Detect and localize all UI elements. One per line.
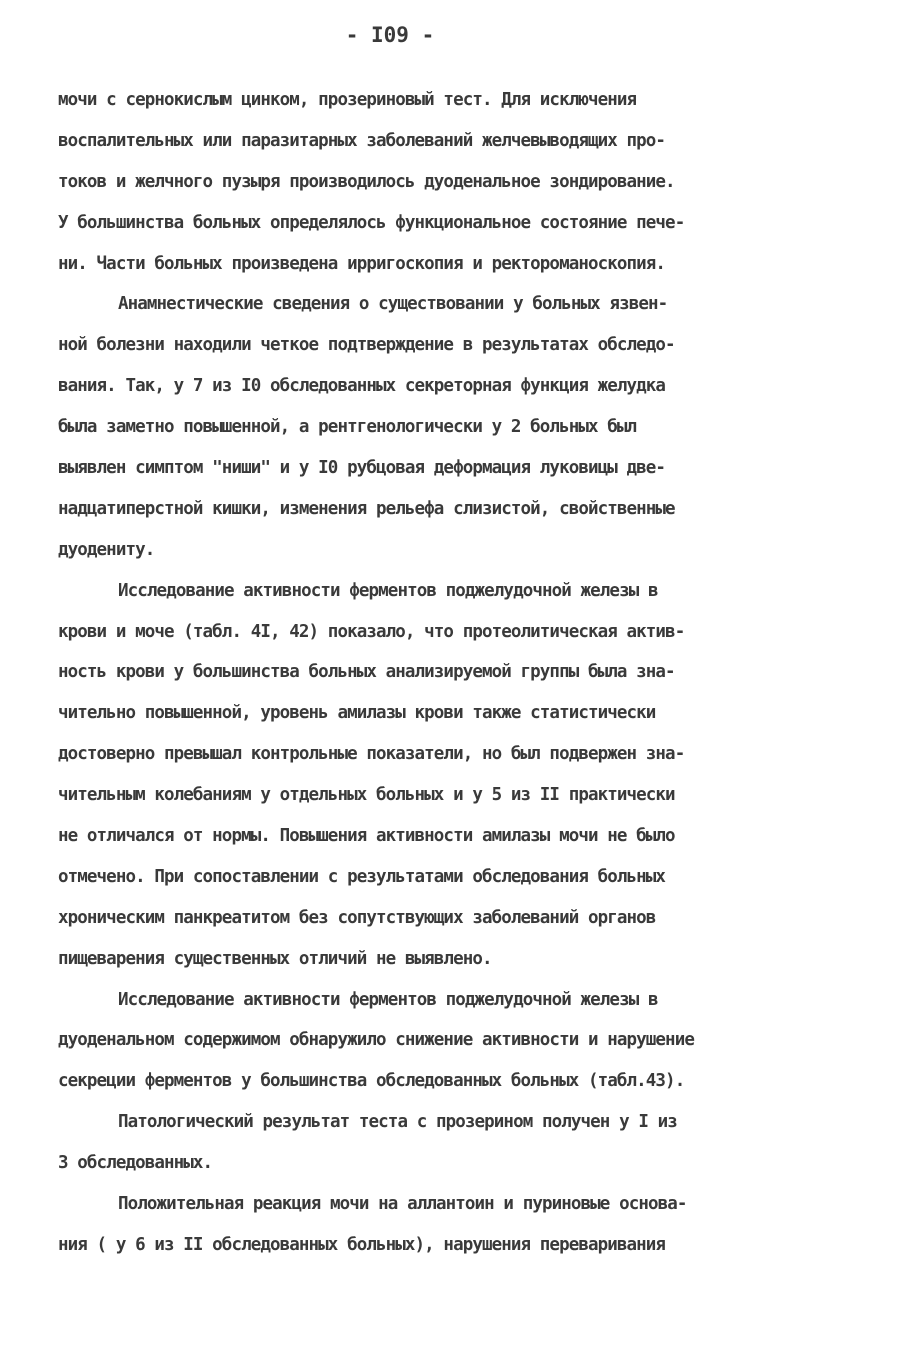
body-text	[58, 80, 878, 1266]
text-line: была заметно повышенной, а рентгенологически у 2 больных был	[58, 417, 637, 438]
text-line: ния ( у 6 из II обследованных больных), нарушения переваривания	[58, 1234, 666, 1255]
text-line: секреции ферментов у большинства обследованных больных (табл.43).	[58, 1071, 685, 1092]
text-line: достоверно превышал контрольные показатели, но был подвержен зна-	[58, 744, 685, 765]
text-line: дуоденальном содержимом обнаружило снижение активности и нарушение	[58, 1030, 694, 1051]
text-line: чительно повышенной, уровень амилазы крови также статистически	[58, 703, 656, 724]
text-line: ной болезни находили четкое подтверждение в результатах обследо-	[58, 335, 675, 356]
text-line: У большинства больных определялось функциональное состояние пече-	[58, 212, 685, 233]
paragraph-first-line: Патологический результат теста с прозерином получен у I из	[118, 1112, 677, 1133]
text-line: ность крови у большинства больных анализируемой группы была зна-	[58, 662, 675, 683]
text-line: отмечено. При сопоставлении с результатами обследования больных	[58, 866, 666, 887]
page-number: - I09 -	[345, 23, 435, 47]
text-line: надцатиперстной кишки, изменения рельефа слизистой, свойственные	[58, 498, 675, 519]
text-line: мочи с сернокислым цинком, прозериновый тест. Для исключения	[58, 90, 637, 110]
paragraph-first-line: Положительная реакция мочи на аллантоин и пуриновые основа-	[118, 1194, 687, 1215]
text-line: не отличался от нормы. Повышения активности амилазы мочи не было	[58, 826, 675, 847]
text-line: пищеварения существенных отличий не выявлено.	[58, 948, 492, 969]
text-line: дуодениту.	[58, 539, 155, 560]
text-line: хроническим панкреатитом без сопутствующих заболеваний органов	[58, 907, 656, 928]
text-line: ни. Части больных произведена ирригоскопия и ректороманоскопия.	[58, 253, 666, 274]
text-line: крови и моче (табл. 4I, 42) показало, что протеолитическая актив-	[58, 621, 685, 642]
text-line: воспалительных или паразитарных заболеваний желчевыводящих про-	[58, 130, 666, 151]
text-line: выявлен симптом "ниши" и у I0 рубцовая деформация луковицы две-	[58, 458, 666, 479]
paragraph-first-line: Исследование активности ферментов поджелудочной железы в	[118, 580, 658, 601]
text-line: вания. Так, у 7 из I0 обследованных секреторная функция желудка	[58, 376, 666, 397]
text-line: чительным колебаниям у отдельных больных и у 5 из II практически	[58, 785, 675, 806]
text-line: токов и желчного пузыря производилось дуоденальное зондирование.	[58, 171, 675, 192]
paragraph-first-line: Исследование активности ферментов поджелудочной железы в	[118, 989, 658, 1010]
text-line: 3 обследованных.	[58, 1153, 213, 1174]
paragraph-first-line: Анамнестические сведения о существовании у больных язвен-	[118, 294, 668, 315]
